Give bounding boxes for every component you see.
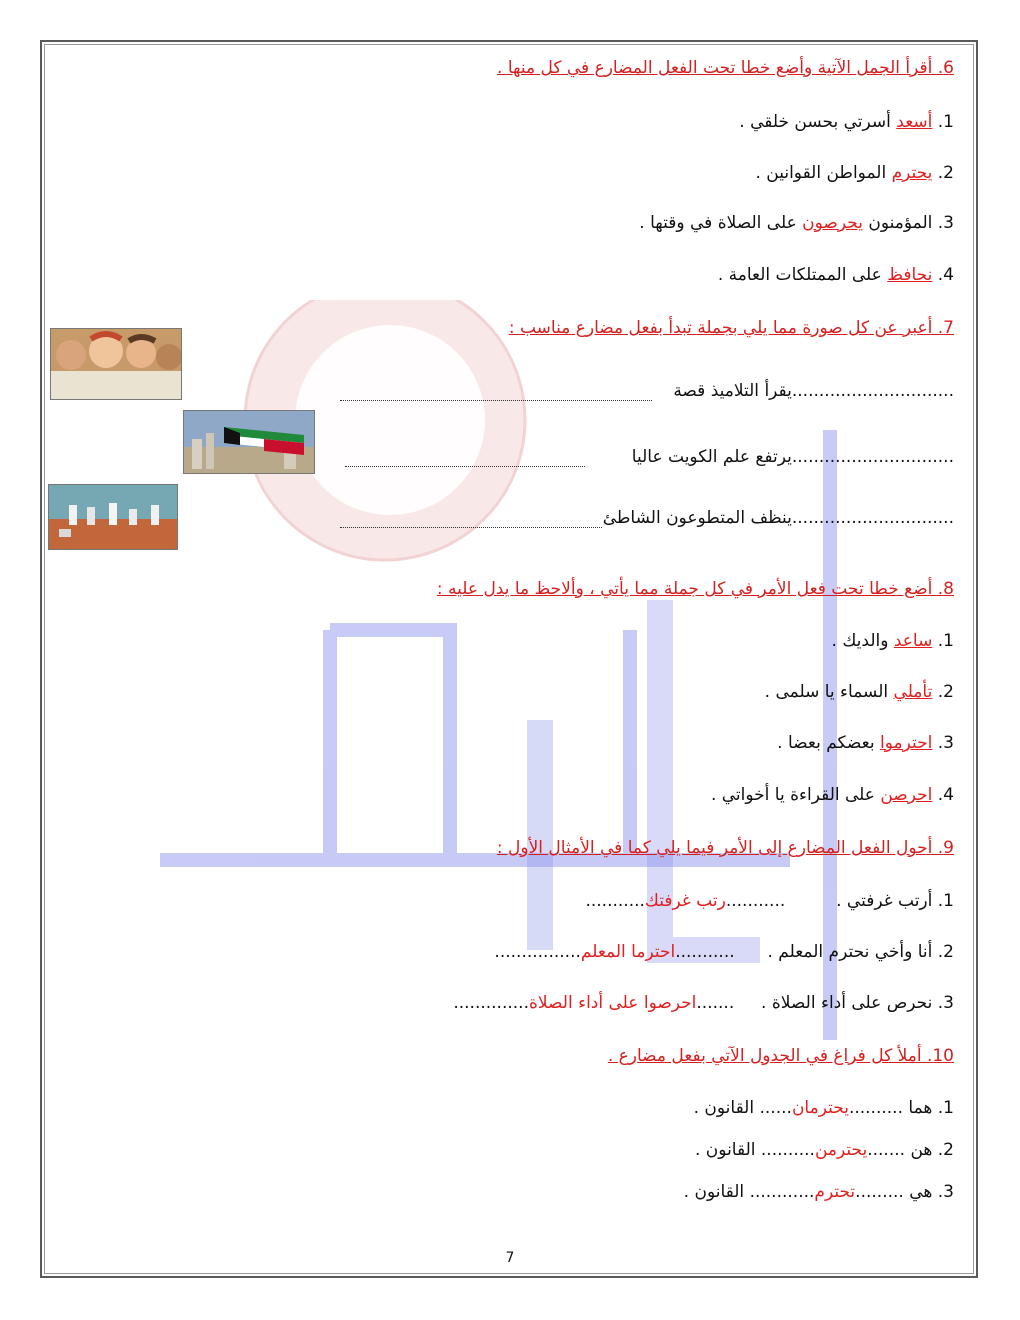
item-number: 3. xyxy=(937,213,954,233)
verb-underlined: تأملي xyxy=(893,682,933,702)
item-number: 4. xyxy=(937,265,954,285)
verb-underlined: نحافظ xyxy=(887,265,933,285)
item-number: 2. xyxy=(937,682,954,702)
q7-answer-2 xyxy=(632,447,954,467)
item-text: أسرتي بحسن خلقي . xyxy=(739,112,897,132)
q9-item-3 xyxy=(453,993,954,1013)
item-number: 2. xyxy=(937,163,954,183)
children-reading-photo xyxy=(50,328,182,400)
answer-text: تحترم xyxy=(814,1182,856,1202)
item-number: 2. xyxy=(937,942,954,962)
item-text: القانون . xyxy=(695,1140,761,1160)
dots: ....... xyxy=(696,993,735,1013)
q6-item-3 xyxy=(639,213,954,233)
kuwait-flag-photo xyxy=(183,410,315,474)
item-text: على القراءة يا أخواتي . xyxy=(710,785,881,805)
item-number: 1. xyxy=(937,112,954,132)
verb-underlined: يحترم xyxy=(891,163,933,183)
item-text: هن xyxy=(905,1140,938,1160)
item-text: القانون . xyxy=(683,1182,750,1202)
item-number: 1. xyxy=(937,891,954,911)
answer-text: رتب غرفتك xyxy=(644,891,726,911)
answer-text: يحترمان xyxy=(791,1098,849,1118)
answer-text: يحترمن xyxy=(814,1140,868,1160)
dots: .......... xyxy=(760,1140,815,1160)
item-text: المؤمنون xyxy=(862,213,938,233)
answer-line-2[interactable] xyxy=(345,452,585,467)
verb-underlined: أسعد xyxy=(896,112,933,132)
q9-title: 9. أحول الفعل المضارع إلى الأمر فيما يلي كما في الأمثال الأول : xyxy=(496,838,954,858)
item-number: 3. xyxy=(937,1182,954,1202)
volunteers-beach-photo xyxy=(48,484,178,550)
item-text: والديك . xyxy=(831,631,894,651)
verb-underlined: احرصن xyxy=(880,785,933,805)
q6-item-4 xyxy=(718,265,954,285)
q10-item-2 xyxy=(695,1140,954,1160)
q6-title: 6. أقرأ الجمل الآتية وأضع خطا تحت الفعل المضارع في كل منها . xyxy=(497,58,954,78)
q7-answer-1 xyxy=(673,381,954,401)
dots: ................ xyxy=(494,942,581,962)
item-text: نحرص على أداء الصلاة . xyxy=(761,993,938,1013)
answer-line-1[interactable] xyxy=(340,386,652,401)
item-text: على الصلاة في وقتها . xyxy=(639,213,803,233)
verb-underlined: احترموا xyxy=(880,733,933,753)
q7-answer-3 xyxy=(603,508,954,528)
item-text: أرتب غرفتي . xyxy=(836,891,938,911)
item-number: 3. xyxy=(937,993,954,1013)
item-text: المواطن القوانين . xyxy=(755,163,892,183)
answer-text: ..............................ينظف المتطوعون الشاطئ xyxy=(602,508,954,528)
dots: ........... xyxy=(585,891,645,911)
verb-underlined: ساعد xyxy=(893,631,933,651)
dots: .......... xyxy=(848,1098,903,1118)
item-number: 1. xyxy=(937,1098,954,1118)
item-number: 2. xyxy=(937,1140,954,1160)
q7-title: 7. أعبر عن كل صورة مما يلي بجملة تبدأ بفعل مضارع مناسب : xyxy=(508,318,954,338)
dots: ........... xyxy=(675,942,735,962)
answer-text: ..............................يرتفع علم الكويت عاليا xyxy=(631,447,954,467)
dots: ...... xyxy=(759,1098,792,1118)
q8-item-1 xyxy=(832,631,954,651)
q10-item-3 xyxy=(684,1182,954,1202)
q8-item-2 xyxy=(765,682,954,702)
answer-text: احرصوا على أداء الصلاة xyxy=(528,993,697,1013)
dots: .............. xyxy=(453,993,529,1013)
item-text: القانون . xyxy=(693,1098,760,1118)
q6-item-2 xyxy=(755,163,954,183)
answer-line-3[interactable] xyxy=(340,513,602,528)
item-text: بعضكم بعضا . xyxy=(777,733,880,753)
q10-item-1 xyxy=(694,1098,954,1118)
item-number: 1. xyxy=(937,631,954,651)
answer-text: ..............................يقرأ التلاميذ قصة xyxy=(673,381,954,401)
item-text: على الممتلكات العامة . xyxy=(717,265,888,285)
q8-item-3 xyxy=(777,733,954,753)
item-text: هما xyxy=(902,1098,938,1118)
dots: ....... xyxy=(867,1140,906,1160)
item-text: هي xyxy=(903,1182,938,1202)
q10-title: 10. أملأ كل فراغ في الجدول الآتي بفعل مضارع . xyxy=(607,1046,954,1066)
dots: ............ xyxy=(749,1182,815,1202)
verb-underlined: يحرصون xyxy=(802,213,863,233)
q6-item-1 xyxy=(739,112,954,132)
item-number: 3. xyxy=(937,733,954,753)
q9-item-1 xyxy=(585,891,954,911)
q8-title: 8. أضع خطا تحت فعل الأمر في كل جملة مما يأتي ، وألاحظ ما يدل عليه : xyxy=(436,579,954,599)
q9-item-2 xyxy=(494,942,954,962)
page-number: 7 xyxy=(505,1250,515,1266)
item-text: أنا وأخي نحترم المعلم . xyxy=(767,942,938,962)
answer-text: احترما المعلم xyxy=(580,942,676,962)
dots: ........... xyxy=(725,891,786,911)
q8-item-4 xyxy=(711,785,954,805)
dots: ......... xyxy=(855,1182,904,1202)
item-number: 4. xyxy=(937,785,954,805)
item-text: السماء يا سلمى . xyxy=(764,682,894,702)
